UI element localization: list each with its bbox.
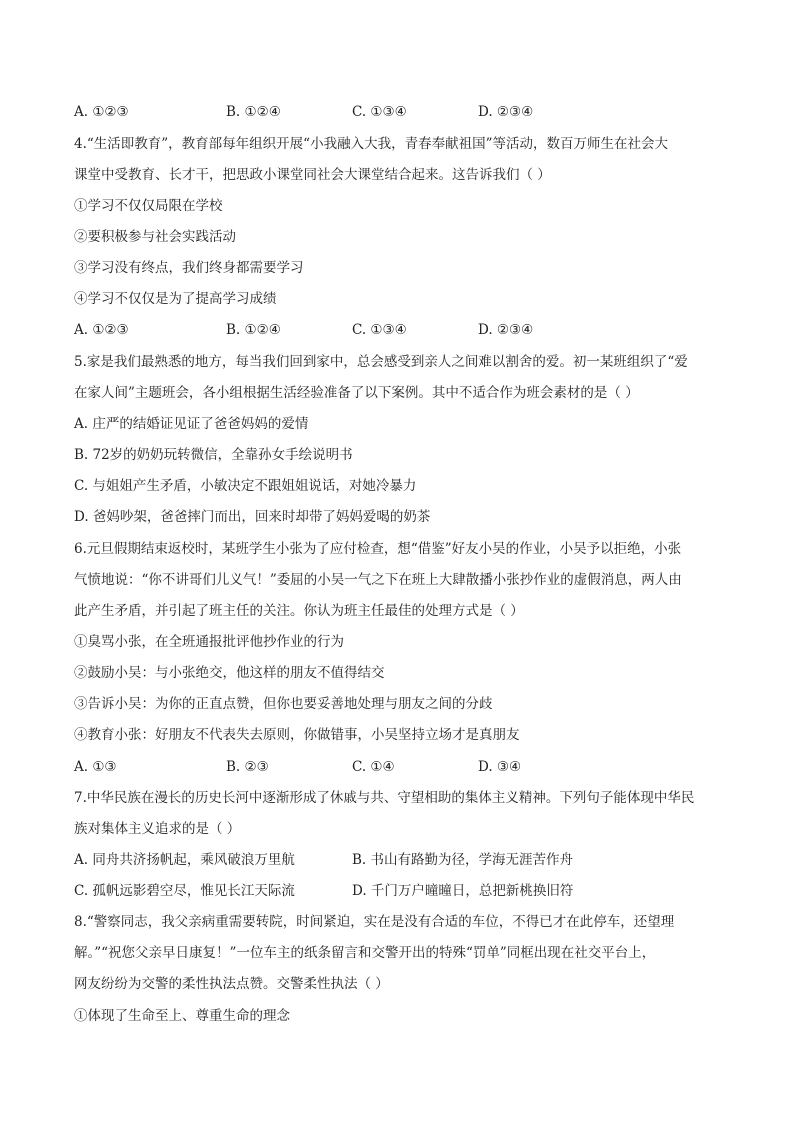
q7-stem-line-1: 7.中华民族在漫长的历史长河中逐渐形成了休戚与共、守望相助的集体主义精神。下列句子能体现中华民 [74, 790, 695, 806]
q7-option-a: A. 同舟共济扬帆起，乘风破浪万里航 [74, 852, 295, 868]
q7-stem-line-2: 族对集体主义追求的是（ ） [74, 821, 241, 837]
q6-stem-line-2: 气愤地说：“你不讲哥们儿义气！”委屈的小吴一气之下在班上大肆散播小张抄作业的虚假消息，两人由 [74, 572, 682, 588]
q6-option-a: A. ①③ [74, 759, 117, 775]
q6-stem-line-3: 此产生矛盾，并引起了班主任的关注。你认为班主任最佳的处理方式是（ ） [74, 603, 524, 619]
q4-option-b: B. ①②④ [226, 322, 281, 338]
q4-stem-line-1: 4.“生活即教育”，教育部每年组织开展“小我融入大我，青春奉献祖国”等活动，数百万师生在社会大 [74, 136, 668, 152]
q6-stem-line-1: 6.元旦假期结束返校时，某班学生小张为了应付检查，想“借鉴”好友小吴的作业，小吴予以拒绝，小张 [74, 541, 682, 557]
q7-option-c: C. 孤帆远影碧空尽，惟见长江天际流 [74, 883, 295, 899]
q8-stem-line-3: 网友纷纷为交警的柔性执法点赞。交警柔性执法（ ） [74, 976, 389, 992]
q6-statement-3: ③告诉小吴：为你的正直点赞，但你也要妥善地处理与朋友之间的分歧 [74, 696, 493, 712]
q4-option-a: A. ①②③ [74, 322, 129, 338]
q6-option-c: C. ①④ [352, 759, 395, 775]
q5-option-a: A. 庄严的结婚证见证了爸爸妈妈的爱情 [74, 416, 309, 432]
q3-option-d: D. ②③④ [478, 104, 534, 120]
q4-statement-1: ①学习不仅仅局限在学校 [74, 198, 223, 214]
q8-stem-line-2: 解。”“祝您父亲早日康复！”一位车主的纸条留言和交警开出的特殊“罚单”同框出现在社交平台上， [74, 945, 656, 961]
q4-statement-3: ③学习没有终点，我们终身都需要学习 [74, 260, 304, 276]
q3-option-a: A. ①②③ [74, 104, 129, 120]
q6-statement-2: ②鼓励小吴：与小张绝交，他这样的朋友不值得结交 [74, 665, 385, 681]
q3-option-b: B. ①②④ [226, 104, 281, 120]
q3-option-c: C. ①③④ [352, 104, 407, 120]
q5-option-c: C. 与姐姐产生矛盾，小敏决定不跟姐姐说话，对她冷暴力 [74, 478, 417, 494]
q6-option-b: B. ②③ [226, 759, 269, 775]
q4-statement-2: ②要积极参与社会实践活动 [74, 229, 236, 245]
q5-option-b: B. 72岁的奶奶玩转微信，全靠孙女手绘说明书 [74, 447, 353, 463]
q6-statement-1: ①臭骂小张，在全班通报批评他抄作业的行为 [74, 634, 344, 650]
q5-stem-line-2: 在家人间”主题班会，各小组根据生活经验准备了以下案例。其中不适合作为班会素材的是（ ） [74, 385, 639, 401]
q6-statement-4: ④教育小张：好朋友不代表失去原则，你做错事，小吴坚持立场才是真朋友 [74, 727, 520, 743]
q5-stem-line-1: 5.家是我们最熟悉的地方，每当我们回到家中，总会感受到亲人之间难以割舍的爱。初一某班组织了“爱 [74, 354, 688, 370]
q4-option-d: D. ②③④ [478, 322, 534, 338]
q7-option-b: B. 书山有路勤为径，学海无涯苦作舟 [352, 852, 574, 868]
q4-statement-4: ④学习不仅仅是为了提高学习成绩 [74, 291, 277, 307]
q4-option-c: C. ①③④ [352, 322, 407, 338]
q7-option-d: D. 千门万户曈曈日，总把新桃换旧符 [352, 883, 574, 899]
q5-option-d: D. 爸妈吵架，爸爸摔门而出，回来时却带了妈妈爱喝的奶茶 [74, 509, 431, 525]
q8-statement-1: ①体现了生命至上、尊重生命的理念 [74, 1008, 290, 1024]
q8-stem-line-1: 8.“警察同志，我父亲病重需要转院，时间紧迫，实在是没有合适的车位，不得已才在此停车，还望理 [74, 914, 675, 930]
q4-stem-line-2: 课堂中受教育、长才干，把思政小课堂同社会大课堂结合起来。这告诉我们（ ） [74, 167, 551, 183]
q6-option-d: D. ③④ [478, 759, 522, 775]
